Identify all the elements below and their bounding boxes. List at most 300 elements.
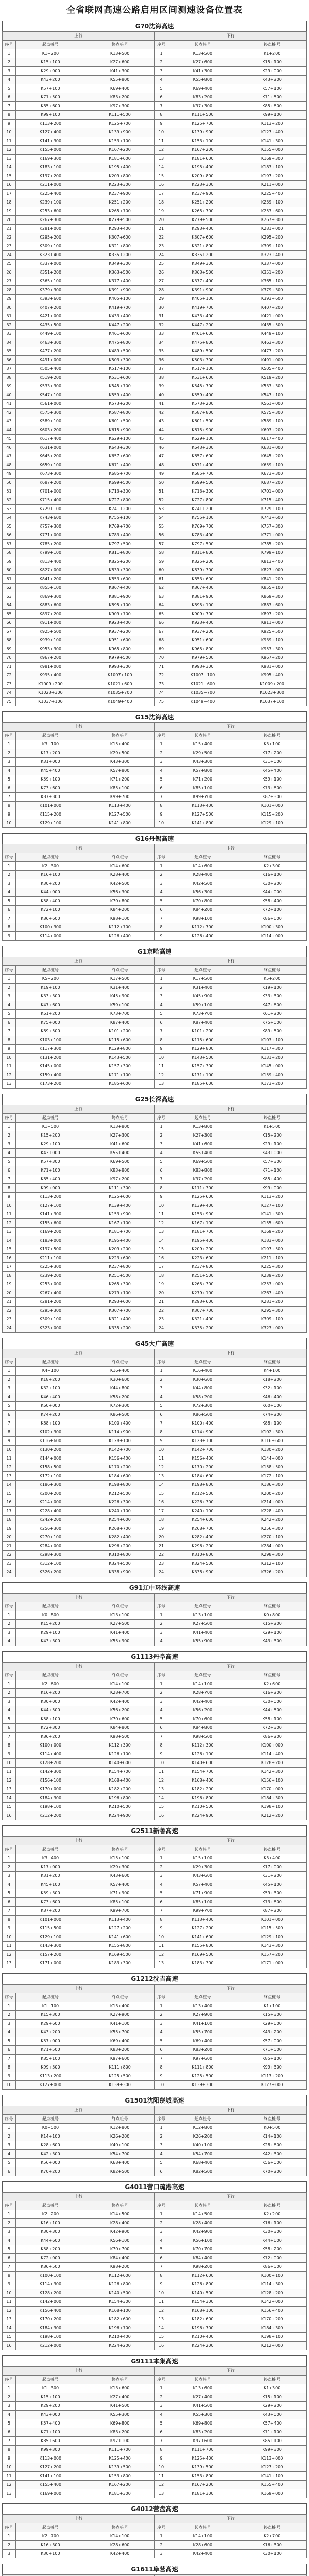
table-row [3,1071,307,1080]
table-cell: 6 [3,1411,16,1419]
table-cell: 3 [154,992,168,1001]
table-cell: 3 [3,1698,16,1706]
table-cell: 24 [154,1568,168,1577]
table-cell: K256+300 [16,1524,85,1533]
table-cell: K85+100 [85,784,154,793]
table-cell: 50 [154,479,168,487]
table-cell: 16 [3,1811,16,1820]
direction-header: 下行 [154,1663,307,1671]
table-cell: 19 [3,1524,16,1533]
table-row [3,128,307,137]
table-row [3,531,307,540]
table-cell: 13 [154,1080,168,1089]
table-cell: K87+300 [16,793,85,802]
table-cell: K323+400 [237,251,307,260]
table-cell: K169+500 [85,1951,154,1959]
table-cell: K41+600 [168,1140,237,1149]
column-header: 序号 [3,1114,16,1123]
table-cell: K101+200 [85,1027,154,1036]
table-row [3,749,307,758]
table-row [3,1680,307,1689]
table-cell: K71+100 [16,2428,85,2437]
column-header: 终点桩号 [85,1845,154,1854]
table-cell: K71+500 [16,93,85,102]
table-cell: 2 [3,1376,16,1384]
table-cell: 20 [3,216,16,225]
table-cell: K127+200 [16,2463,85,2472]
direction-header: 上行 [3,957,155,966]
column-header: 起点桩号 [16,966,85,975]
table-cell: K925+500 [16,628,85,636]
table-cell: 10 [154,1446,168,1454]
table-cell: K169+000 [16,2489,85,2498]
table-row [3,1489,307,1498]
table-cell: K58+100 [16,1715,85,1724]
table-cell: 7 [154,1027,168,1036]
table-cell: K671+400 [85,461,154,470]
table-cell: K251+200 [168,198,237,207]
table-cell: 3 [154,1872,168,1880]
table-cell: 52 [154,496,168,505]
table-cell: K169+200 [237,1228,307,1236]
table-cell: K210+500 [85,1803,154,1811]
table-cell: K993+300 [168,663,237,671]
table-cell: K114+900 [85,1428,154,1437]
table-cell: 21 [3,1298,16,1307]
table-cell: K44+500 [237,1706,307,1715]
table-cell: K19+100 [237,984,307,992]
table-cell: 2 [154,749,168,758]
table-row [3,1324,307,1333]
table-cell: K629+100 [85,435,154,444]
table-cell: K29+600 [237,2020,307,2028]
table-cell: K157+300 [168,1062,237,1071]
table-cell: K98+200 [168,2263,237,2272]
table-cell: 53 [154,505,168,514]
table-cell: K171+000 [16,1959,85,1968]
table-cell: K83+800 [168,1166,237,1175]
table-cell: 35 [154,347,168,356]
table-cell: K16+300 [16,2541,85,2550]
table-cell: K141+600 [168,1933,237,1942]
table-cell: K282+400 [85,1533,154,1542]
table-cell: K127+200 [85,1924,154,1933]
table-cell: K196+800 [168,1794,237,1803]
speed-zone-table [2,2366,307,2498]
table-row [3,277,307,286]
table-cell: K883+600 [16,601,85,610]
table-cell: K267+300 [237,216,307,225]
table-cell: K70+800 [85,897,154,906]
table-cell: 55 [3,522,16,531]
table-row [3,505,307,514]
table-cell: 1 [154,740,168,749]
column-header: 起点桩号 [168,966,237,975]
table-cell: 24 [3,1324,16,1333]
table-cell: K1035+700 [168,689,237,698]
table-row [3,1140,307,1149]
table-cell: 11 [3,2472,16,2481]
column-header: 序号 [154,2376,168,2384]
table-cell: 20 [3,1289,16,1298]
table-cell: 12 [3,1951,16,1959]
table-cell: 9 [3,932,16,941]
table-cell: K29+600 [16,2020,85,2028]
table-cell: K713+300 [168,487,237,496]
table-cell: 4 [154,2236,168,2245]
table-cell: K86+500 [85,1411,154,1419]
table-cell: K56+200 [168,1706,237,1715]
table-cell: K69+800 [85,2419,154,2428]
table-row [3,1698,307,1706]
table-cell: K13+400 [85,2002,154,2011]
table-cell: K28+400 [168,2219,237,2228]
table-cell: K28+700 [85,1689,154,1698]
table-cell: K142+700 [85,1446,154,1454]
table-cell: K43+000 [237,2411,307,2419]
table-cell: 3 [3,879,16,888]
table-cell: 8 [154,1184,168,1193]
table-cell: K171+000 [237,1959,307,1968]
table-row [3,645,307,654]
table-cell: K45+100 [16,1880,85,1889]
table-row [3,1175,307,1184]
table-row [3,1611,307,1620]
table-cell: 9 [3,810,16,819]
table-cell: K99+700 [168,793,237,802]
direction-header: 上行 [3,1663,155,1671]
table-cell: K181+600 [85,155,154,163]
road-section [2,2355,307,2503]
column-header: 序号 [3,966,16,975]
table-row [3,1463,307,1472]
table-row [3,522,307,531]
table-cell: K853+600 [85,575,154,584]
table-cell: K114+300 [237,2280,307,2289]
table-cell: 35 [3,347,16,356]
table-cell: K113+200 [237,2072,307,2081]
direction-header: 下行 [154,2193,307,2201]
table-cell: K99+100 [16,111,85,120]
table-row [3,2481,307,2489]
table-cell: 62 [3,584,16,592]
table-cell: K1049+400 [168,698,237,706]
table-cell: 5 [154,1158,168,1166]
table-cell: 10 [3,128,16,137]
table-cell: K57+800 [85,767,154,775]
table-cell: K128+200 [16,1759,85,1768]
table-cell: K30+600 [168,1376,237,1384]
table-cell: 58 [3,549,16,557]
table-cell: K69+400 [168,84,237,93]
table-cell: K42+900 [85,2228,154,2236]
table-cell: K29+500 [168,749,237,758]
table-cell: 29 [3,295,16,303]
table-cell: 46 [3,444,16,452]
table-cell: K69+500 [168,1158,237,1166]
table-cell: K112+600 [168,2272,237,2280]
table-cell: 1 [3,2384,16,2393]
table-row [3,321,307,330]
table-cell: 47 [154,452,168,461]
speed-zone-table [2,2106,307,2176]
table-cell: 7 [3,914,16,923]
table-cell: K253+600 [237,207,307,216]
table-row [3,1315,307,1324]
table-cell: 10 [3,2081,16,2090]
table-cell: 2 [154,58,168,67]
table-cell: K114+400 [237,1750,307,1759]
direction-header: 下行 [154,2367,307,2376]
table-cell: K41+300 [85,67,154,76]
page-title: 全省联网高速公路启用区间测速设备位置表 [66,5,243,15]
table-cell: K101+000 [16,802,85,810]
table-cell: 23 [154,1560,168,1568]
table-cell: 24 [154,251,168,260]
table-cell: 4 [3,2150,16,2159]
table-cell: K125+500 [168,2072,237,2081]
table-cell: 6 [154,2428,168,2437]
table-cell: 14 [154,1481,168,1489]
table-cell: 42 [3,409,16,417]
table-cell: 10 [154,2289,168,2298]
table-cell: K209+800 [85,172,154,181]
table-cell: K209+800 [168,172,237,181]
table-cell: K43+200 [16,76,85,84]
table-cell: 10 [3,1446,16,1454]
table-cell: K111+700 [85,2446,154,2454]
table-cell: K841+200 [237,575,307,584]
table-row [3,426,307,435]
table-row [3,1863,307,1872]
table-row [3,1210,307,1219]
table-cell: K73+700 [85,1010,154,1019]
table-cell: K170+200 [85,1463,154,1472]
table-cell: K97+200 [168,1175,237,1184]
table-row [3,2393,307,2402]
table-cell: K86+200 [237,1733,307,1741]
table-cell: K58+200 [237,2245,307,2254]
table-cell: K13+800 [168,1123,237,1131]
table-cell: K855+100 [16,584,85,592]
table-cell: 74 [154,689,168,698]
table-cell: 5 [154,2037,168,2046]
table-cell: K59+300 [237,1889,307,1898]
table-row [3,2011,307,2020]
table-row [3,923,307,932]
table-row [3,1402,307,1411]
table-cell: K881+900 [168,592,237,601]
table-cell: 24 [3,251,16,260]
table-row [3,1472,307,1481]
table-cell: K30+100 [16,2550,85,2558]
table-cell: K561+000 [16,400,85,409]
direction-header: 上行 [3,32,155,41]
column-header: 起点桩号 [168,732,237,740]
table-cell: 2 [154,1863,168,1872]
table-cell: 13 [3,1228,16,1236]
table-cell: K937+200 [168,628,237,636]
table-cell: K16+100 [237,871,307,879]
table-row [3,1715,307,1724]
table-cell: K281+200 [16,1298,85,1307]
table-cell: K673+300 [237,470,307,479]
table-cell: K167+200 [85,146,154,155]
table-row [3,496,307,505]
table-cell: K42+500 [85,879,154,888]
road-section [2,1582,307,1651]
table-cell: K113+200 [16,120,85,128]
table-cell: K29+200 [16,2402,85,2411]
table-cell: 57 [3,540,16,549]
table-cell: K14+600 [85,862,154,871]
table-cell: K242+200 [237,1516,307,1524]
table-cell: 22 [154,1307,168,1315]
table-cell: 3 [3,1872,16,1880]
table-cell: K73+600 [237,1898,307,1907]
table-row [3,975,307,984]
table-row [3,1428,307,1437]
table-cell: K42+500 [168,879,237,888]
table-cell: K16+100 [16,2219,85,2228]
table-cell: 50 [3,479,16,487]
table-cell: K307+600 [168,233,237,242]
table-cell: 20 [154,1533,168,1542]
table-cell: K365+100 [16,277,85,286]
table-cell: K167+200 [168,2481,237,2489]
table-cell: K296+200 [85,1542,154,1551]
column-header: 序号 [3,853,16,862]
table-cell: K145+000 [237,1062,307,1071]
table-cell: K212+000 [16,2342,85,2350]
table-cell: K239+100 [237,198,307,207]
table-cell: K111+300 [168,1184,237,1193]
table-cell: K113+200 [16,2072,85,2081]
table-row [3,1794,307,1803]
table-cell: 5 [3,1158,16,1166]
table-cell: K615+900 [85,426,154,435]
speed-zone-table [2,957,307,1089]
table-cell: K13+100 [85,1611,154,1620]
column-header: 终点桩号 [237,41,307,49]
table-cell: K15+100 [237,58,307,67]
road-section [2,833,307,946]
table-cell: 7 [154,2055,168,2063]
table-cell: 39 [154,382,168,391]
section-title: G15沈海高速 [2,711,307,722]
table-cell: K251+200 [85,198,154,207]
table-cell: K671+400 [168,461,237,470]
table-cell: 9 [154,1437,168,1446]
table-cell: 43 [154,417,168,426]
column-header: 序号 [3,41,16,49]
table-cell: K14+100 [168,2532,237,2541]
table-cell: K43+200 [237,76,307,84]
road-section [2,2564,307,2576]
table-row [3,871,307,879]
table-cell: K183+000 [237,1236,307,1245]
table-cell: 7 [154,2263,168,2272]
table-cell: 2 [3,58,16,67]
table-row [3,2454,307,2463]
table-cell: 9 [154,1924,168,1933]
table-row [3,2315,307,2324]
table-cell: K699+500 [85,479,154,487]
table-cell: 14 [3,1236,16,1245]
table-cell: K0+500 [237,2124,307,2132]
column-header: 起点桩号 [168,41,237,49]
table-row [3,758,307,767]
table-cell: K102+300 [237,1428,307,1437]
table-row [3,435,307,444]
table-cell: K5+200 [237,975,307,984]
table-cell: K407+200 [237,303,307,312]
table-cell: K13+400 [168,2002,237,2011]
table-cell: 4 [3,2236,16,2245]
table-cell: 40 [3,391,16,400]
direction-header: 上行 [3,723,155,732]
table-row [3,1411,307,1419]
table-cell: K30+100 [237,2550,307,2558]
table-cell: K86+600 [16,914,85,923]
table-cell: K296+200 [168,1542,237,1551]
table-cell: K69+800 [168,2419,237,2428]
table-row [3,417,307,426]
column-header: 序号 [154,1358,168,1367]
table-cell: 3 [154,2141,168,2150]
table-cell: K309+100 [237,1315,307,1324]
table-cell: K198+100 [16,2333,85,2342]
table-row [3,1376,307,1384]
table-cell: K102+300 [16,1428,85,1437]
table-cell: K212+000 [237,2342,307,2350]
table-cell: K143+500 [85,1054,154,1062]
table-cell: 61 [3,575,16,584]
table-cell: 6 [3,1724,16,1733]
table-cell: 2 [154,1689,168,1698]
table-cell: 10 [3,2463,16,2472]
table-cell: K126+400 [168,932,237,941]
table-cell: 60 [3,566,16,575]
table-cell: 7 [154,2437,168,2446]
table-cell: K44+600 [237,2236,307,2245]
table-cell: K519+200 [237,374,307,382]
table-cell: K44+000 [16,888,85,897]
table-cell: K142+700 [168,1446,237,1454]
table-cell: K56+100 [85,2236,154,2245]
table-cell: K4+100 [16,1367,85,1376]
table-cell: K85+100 [237,2437,307,2446]
column-header: 终点桩号 [237,1358,307,1367]
table-row [3,2463,307,2472]
table-cell: K16+200 [237,1689,307,1698]
table-cell: K116+600 [237,1437,307,1446]
table-cell: K1+100 [237,2002,307,2011]
table-cell: 14 [154,2324,168,2333]
table-cell: 2 [154,1620,168,1629]
table-cell: K85+100 [237,2055,307,2063]
table-cell: K587+800 [85,409,154,417]
table-cell: 4 [3,1880,16,1889]
table-cell: 15 [3,172,16,181]
table-cell: 5 [3,1010,16,1019]
table-cell: K27+600 [168,58,237,67]
table-row [3,470,307,479]
section-title: G1113丹阜高速 [2,1651,307,1662]
table-cell: 1 [3,1854,16,1863]
table-cell: 23 [3,1560,16,1568]
table-cell: K939+100 [16,636,85,645]
